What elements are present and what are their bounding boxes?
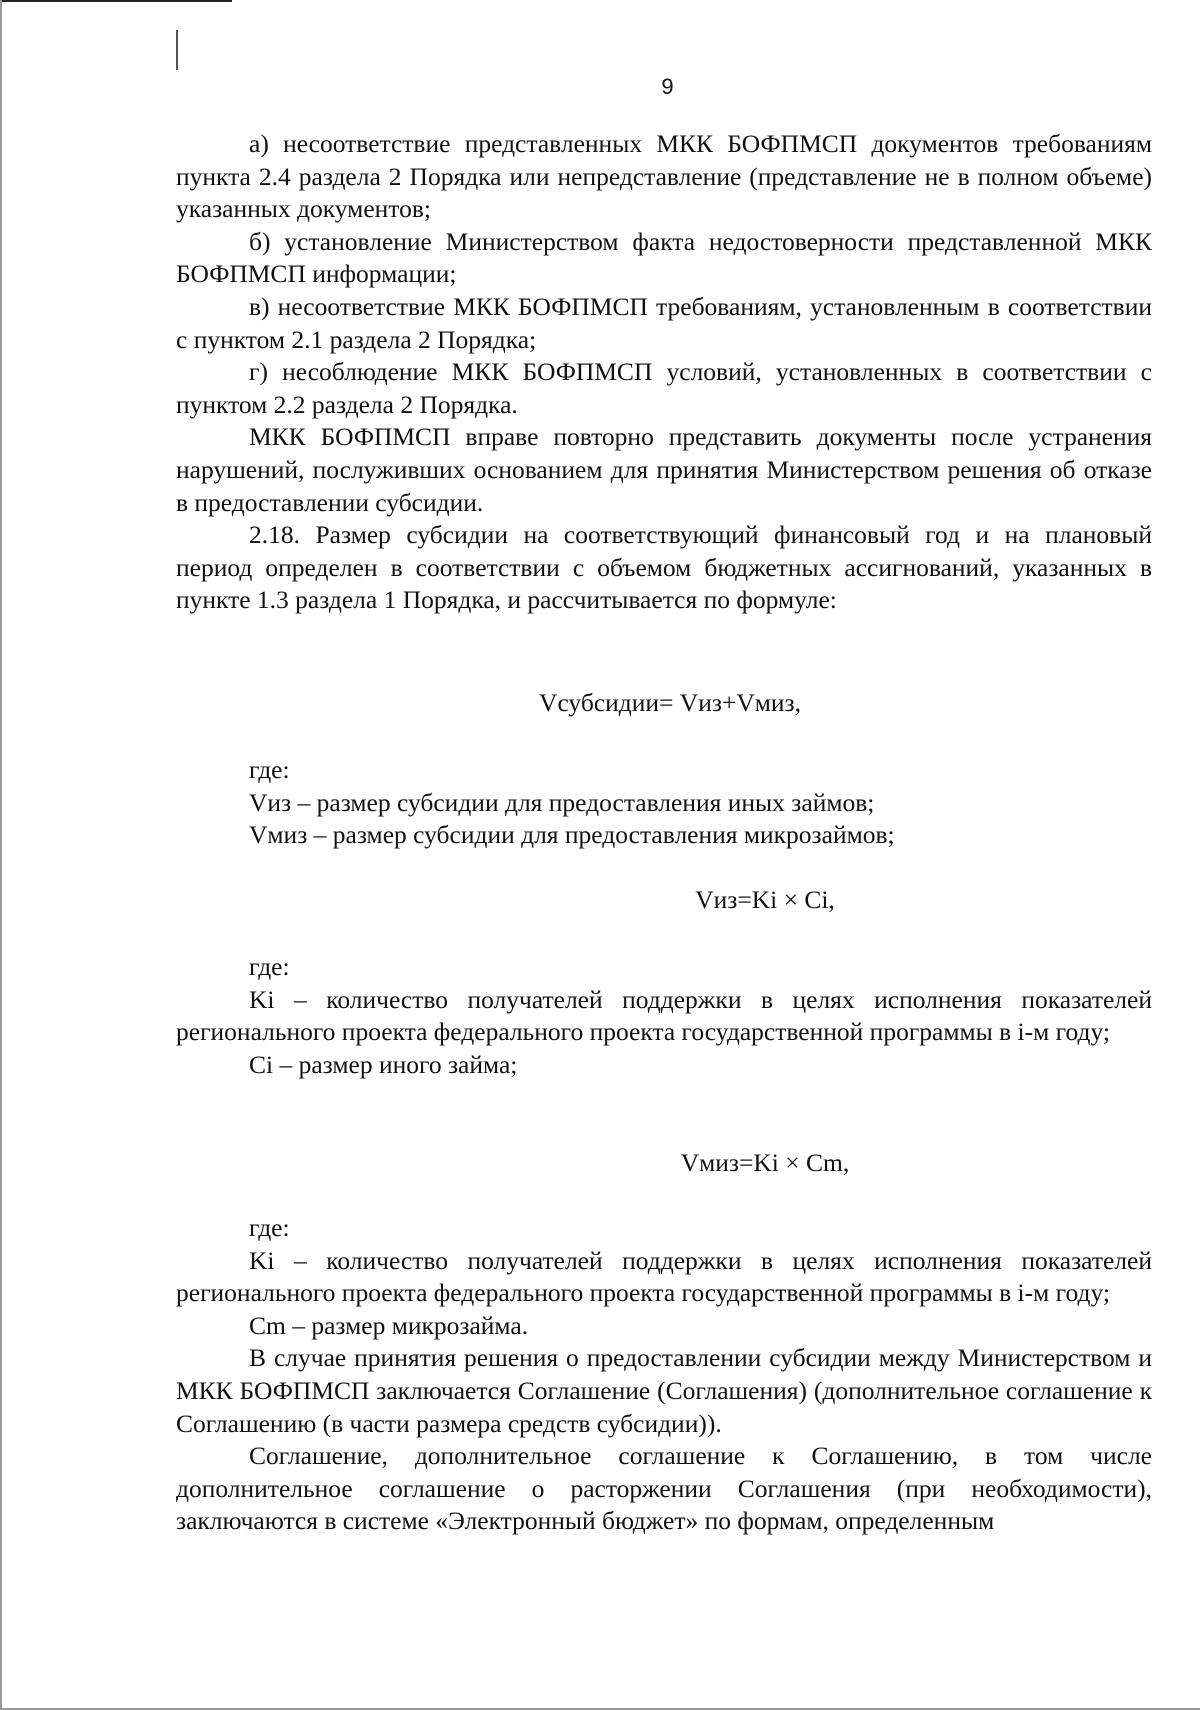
paragraph-electronic-budget: Соглашение, дополнительное соглашение к Соглашению, в том числе дополнительное соглашение о расторжении Соглашения (при необходимости), заключаются в системе «Электронный бюджет» по формам, определенным <box>176 1441 1152 1536</box>
paragraph-g: г) несоблюдение МКК БОФПМСП условий, установленных в соответствии с пунктом 2.2 раздела 2 Порядка. <box>176 357 1152 419</box>
where-label: где: <box>249 755 290 784</box>
where-label: где: <box>249 952 290 981</box>
paragraph-2-18: 2.18. Размер субсидии на соответствующий финансовый год и на плановый период определен в соответствии с объемом бюджетных ассигнований, указанных в пункте 1.3 раздела 1 Порядка, и рассчитывается по формуле: <box>176 520 1152 615</box>
text-block-top <box>176 128 1152 617</box>
paragraph-resubmit: МКК БОФПМСП вправе повторно представить документы после устранения нарушений, послуживших основанием для принятия Министерством решения об отказе в предоставлении субсидии. <box>176 422 1152 517</box>
paragraph-a: а) несоответствие представленных МКК БОФПМСП документов требованиям пункта 2.4 раздела 2 Порядка или непредставление (представление не в полном объеме) указанных документов; <box>176 129 1152 224</box>
scan-left-edge <box>0 0 2 1710</box>
definition-cm: Cm – размер микрозайма. <box>249 1310 529 1340</box>
definition-viz: Vиз – размер субсидии для предоставления иных займов; <box>249 787 875 817</box>
where-block-1 <box>176 754 1152 852</box>
where-block-2 <box>176 951 1152 1081</box>
page-number: 9 <box>661 74 674 99</box>
definition-ki: Ki – количество получателей поддержки в целях исполнения показателей регионального проекта федерального проекта государственной программы в i-м году; <box>176 984 1152 1047</box>
definition-vmiz: Vмиз – размер субсидии для предоставления микрозаймов; <box>249 820 895 850</box>
paragraph-v: в) несоответствие МКК БОФПМСП требованиям, установленным в соответствии с пунктом 2.1 раздела 2 Порядка; <box>176 291 1152 354</box>
definition-ki: Ki – количество получателей поддержки в целях исполнения показателей регионального проекта федерального проекта государственной программы в i-м году; <box>176 1245 1152 1308</box>
formula-viz: Vиз=Ki × Ci, <box>695 885 835 914</box>
where-block-3 <box>176 1212 1152 1538</box>
paragraph-agreement: В случае принятия решения о предоставлении субсидии между Министерством и МКК БОФПМСП заключается Соглашение (Соглашения) (дополнительное соглашение к Соглашению (в части размера средств субсидии)). <box>176 1343 1152 1438</box>
scan-top-line <box>0 0 232 2</box>
where-label: где: <box>249 1213 290 1242</box>
definition-ci: Ci – размер иного займа; <box>249 1049 518 1079</box>
formula-subsidy: Vсубсидии= Vиз+Vмиз, <box>539 688 801 717</box>
scan-mark <box>176 30 178 70</box>
formula-vmiz: Vмиз=Ki × Cm, <box>680 1148 850 1177</box>
paragraph-b: б) установление Министерством факта недостоверности представленной МКК БОФПМСП информации; <box>176 226 1152 289</box>
